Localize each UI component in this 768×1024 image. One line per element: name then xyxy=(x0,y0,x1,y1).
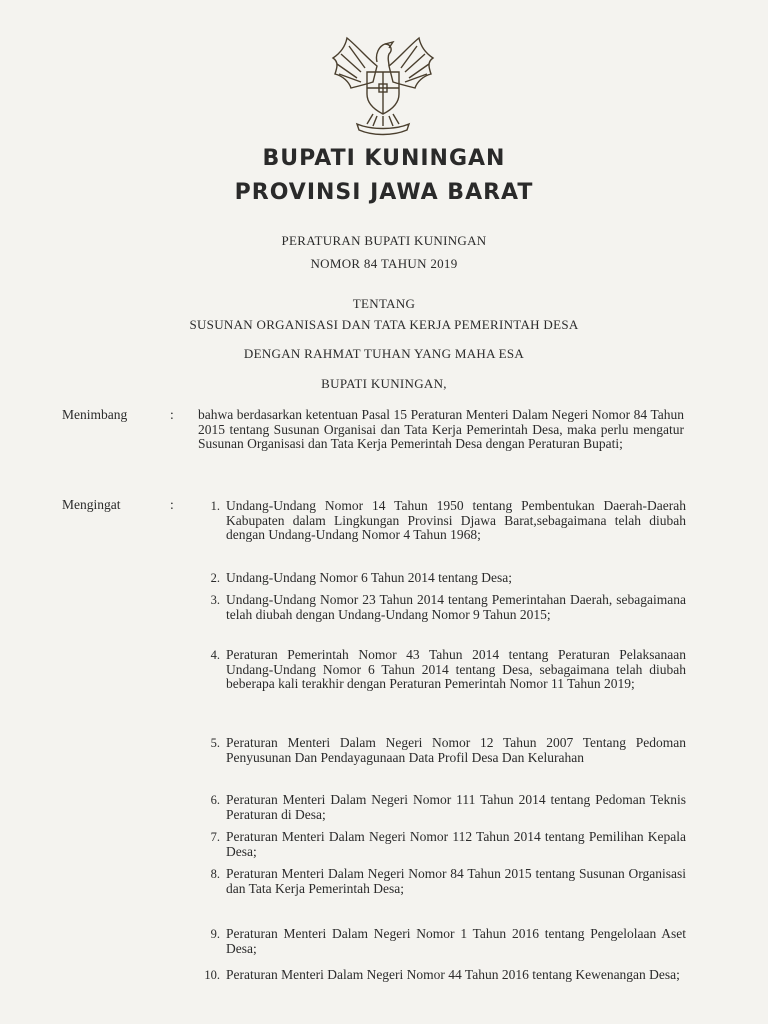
item-text: Peraturan Pemerintah Nomor 43 Tahun 2014 tentang Peraturan Pelaksanaan Undang-Undang Nomor 6 Tahun 2014 tentang Desa, sebagaimana telah diubah beberapa kali terakhir dengan Peraturan Pemerintah Nomor 11 Tahun 2019; xyxy=(226,647,686,692)
item-number: 8. xyxy=(210,867,220,881)
item-number: 9. xyxy=(210,927,220,941)
item-number: 4. xyxy=(210,648,220,662)
item-text: Peraturan Menteri Dalam Negeri Nomor 44 Tahun 2016 tentang Kewenangan Desa; xyxy=(226,967,680,982)
item-text: Undang-Undang Nomor 14 Tahun 1950 tentang Pembentukan Daerah-Daerah Kabupaten dalam Lingkungan Provinsi Djawa Barat,sebagaimana telah diubah dengan Undang-Undang Nomor 4 Tahun 1968; xyxy=(226,498,686,543)
regulation-number: NOMOR 84 TAHUN 2019 xyxy=(310,256,458,271)
item-text: Undang-Undang Nomor 23 Tahun 2014 tentang Pemerintahan Daerah, sebagaimana telah diubah dengan Undang-Undang Nomor 9 Tahun 2015; xyxy=(226,592,686,622)
document-title-line1: BUPATI KUNINGAN xyxy=(262,146,506,171)
invocation: DENGAN RAHMAT TUHAN YANG MAHA ESA xyxy=(243,346,525,361)
item-number: 1. xyxy=(210,499,220,513)
item-number: 10. xyxy=(204,968,220,982)
item-text: Peraturan Menteri Dalam Negeri Nomor 12 Tahun 2007 Tentang Pedoman Penyusunan Dan Pendayagunaan Data Profil Desa Dan Kelurahan xyxy=(226,735,686,765)
item-number: 5. xyxy=(210,736,220,750)
mengingat-colon: : xyxy=(170,497,174,512)
about-title: SUSUNAN ORGANISASI DAN TATA KERJA PEMERINTAH DESA xyxy=(189,317,579,332)
menimbang-colon: : xyxy=(170,407,174,422)
item-text: Undang-Undang Nomor 6 Tahun 2014 tentang Desa; xyxy=(226,570,512,585)
menimbang-label: Menimbang xyxy=(62,407,128,422)
about-label: TENTANG xyxy=(352,296,416,311)
authority: BUPATI KUNINGAN, xyxy=(321,376,447,391)
garuda-emblem-icon xyxy=(327,32,439,136)
mengingat-label: Mengingat xyxy=(62,497,121,512)
item-number: 2. xyxy=(210,571,220,585)
item-number: 7. xyxy=(210,830,220,844)
item-number: 3. xyxy=(210,593,220,607)
item-text: Peraturan Menteri Dalam Negeri Nomor 112 Tahun 2014 tentang Pemilihan Kepala Desa; xyxy=(226,829,686,859)
item-text: Peraturan Menteri Dalam Negeri Nomor 1 Tahun 2016 tentang Pengelolaan Aset Desa; xyxy=(226,926,686,956)
item-number: 6. xyxy=(210,793,220,807)
item-text: Peraturan Menteri Dalam Negeri Nomor 111 Tahun 2014 tentang Pedoman Teknis Peraturan di Desa; xyxy=(226,792,686,822)
menimbang-text: bahwa berdasarkan ketentuan Pasal 15 Peraturan Menteri Dalam Negeri Nomor 84 Tahun 2015 tentang Susunan Organisai dan Tata Kerja Pemerintah Desa, maka perlu mengatur Susunan Organisasi dan Tata Kerja Pemerintah Desa dengan Peraturan Bupati; xyxy=(198,407,684,452)
regulation-heading: PERATURAN BUPATI KUNINGAN xyxy=(281,233,487,248)
document-title-line2: PROVINSI JAWA BARAT xyxy=(234,180,534,205)
item-text: Peraturan Menteri Dalam Negeri Nomor 84 Tahun 2015 tentang Susunan Organisasi dan Tata Kerja Pemerintah Desa; xyxy=(226,866,686,896)
